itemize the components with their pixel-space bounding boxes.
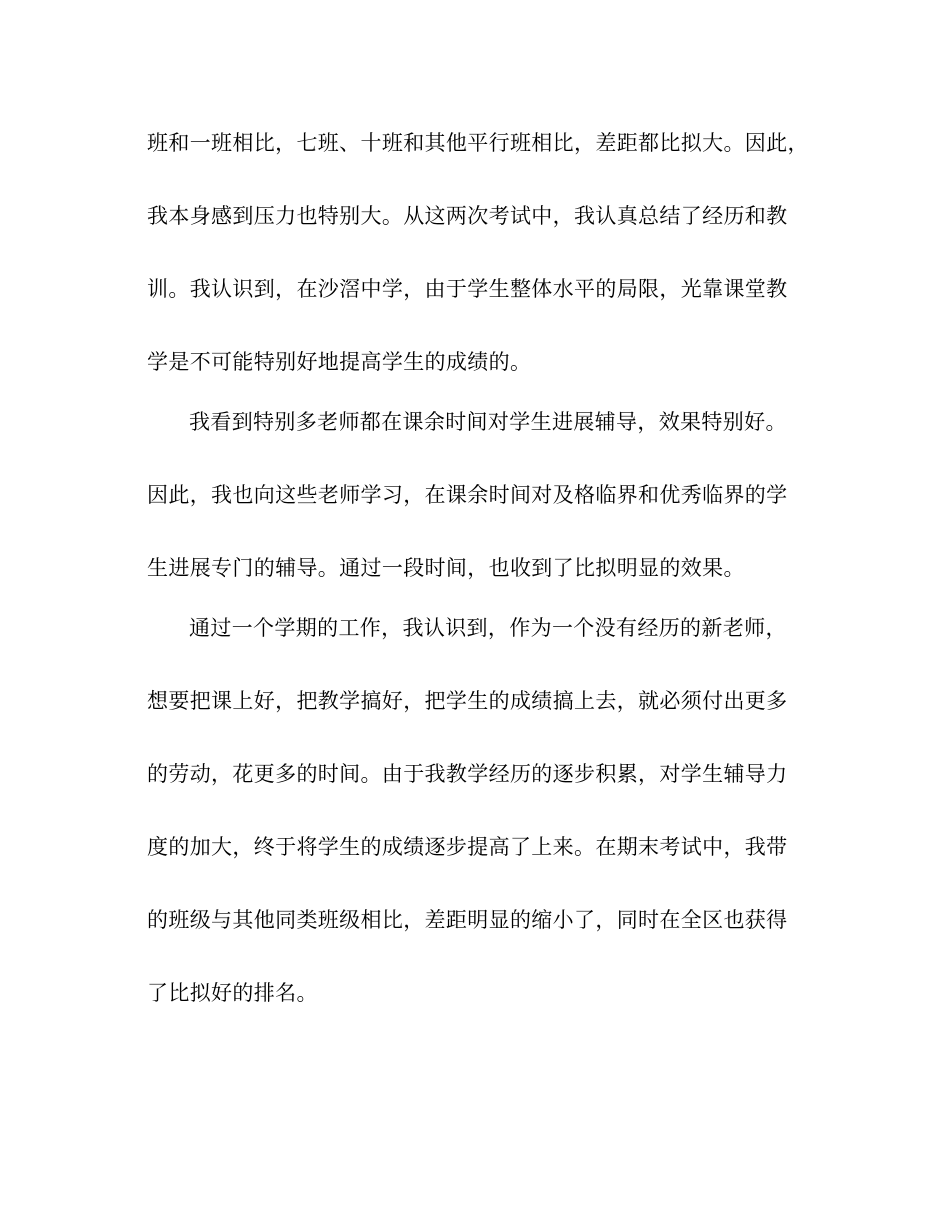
text-line: 了比拟好的排名。 xyxy=(147,981,318,1005)
text-line: 训。我认识到，在沙滘中学，由于学生整体水平的局限，光靠课堂教 xyxy=(147,277,788,301)
text-line: 想要把课上好，把教学搞好，把学生的成绩搞上去，就必须付出更多 xyxy=(147,689,788,713)
text-line: 因此，我也向这些老师学习，在课余时间对及格临界和优秀临界的学 xyxy=(147,483,788,507)
text-line: 度的加大，终于将学生的成绩逐步提高了上来。在期末考试中，我带 xyxy=(147,835,788,859)
text-line: 的劳动，花更多的时间。由于我教学经历的逐步积累，对学生辅导力 xyxy=(147,762,788,786)
paragraph-first-line: 通过一个学期的工作，我认识到，作为一个没有经历的新老师， xyxy=(189,616,787,640)
text-line: 的班级与其他同类班级相比，差距明显的缩小了，同时在全区也获得 xyxy=(147,908,788,932)
text-line: 生进展专门的辅导。通过一段时间，也收到了比拟明显的效果。 xyxy=(147,556,745,580)
text-line: 学是不可能特别好地提高学生的成绩的。 xyxy=(147,350,532,374)
paragraph-first-line: 我看到特别多老师都在课余时间对学生进展辅导，效果特别好。 xyxy=(189,410,787,434)
text-line: 班和一班相比，七班、十班和其他平行班相比，差距都比拟大。因此， xyxy=(147,131,809,155)
text-line: 我本身感到压力也特别大。从这两次考试中，我认真总结了经历和教 xyxy=(147,204,788,228)
